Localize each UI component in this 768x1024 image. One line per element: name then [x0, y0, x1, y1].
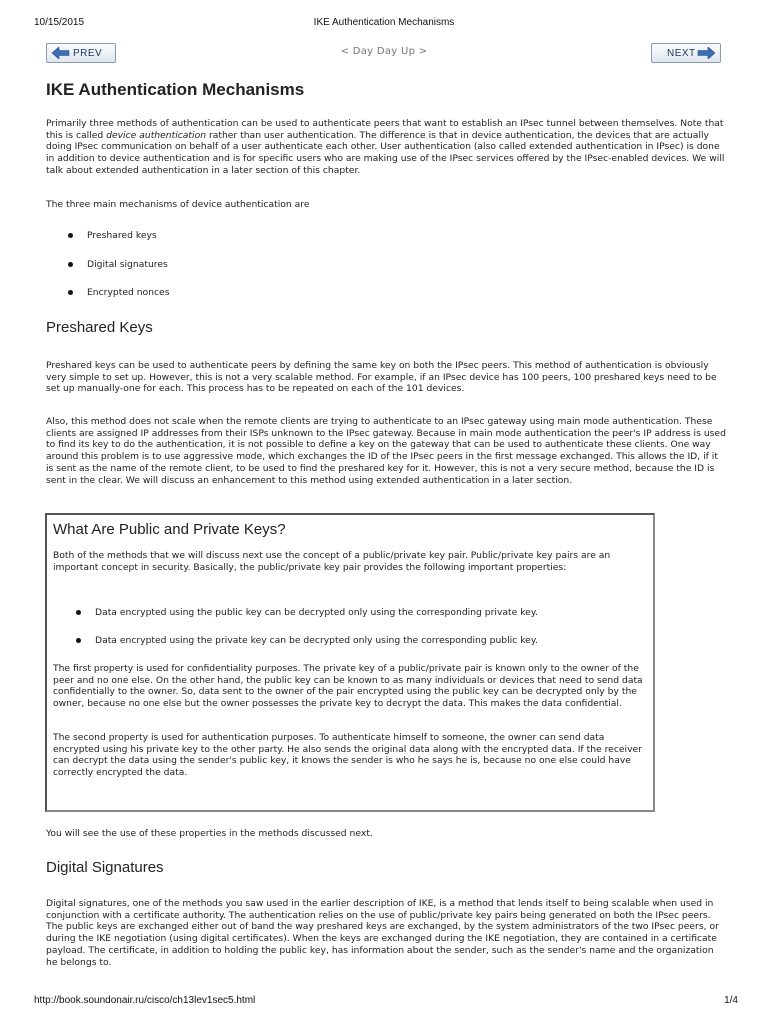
intro-text-start: Primarily three methods of authentication can be used to authenticate peers that want to establish an IPsec tunnel between themselves. Note that this is called — [46, 118, 724, 141]
bullet-icon — [76, 638, 81, 643]
bullet-icon — [68, 262, 73, 267]
digital-paragraph-1: Digital signatures, one of the methods you saw used in the earlier description of IKE, is a method that lends itself to being scalable when used in conjunction with a certificate authority. The authentication relies on the use of public/private key pairs being generated on both the IPsec peers. The public keys are exchanged either out of band the way preshared keys are exchanged, by the system administrators of the two IPsec peers, or during the IKE negotiation (using digital certificates). When the keys are exchanged during the IKE negotiation, they are contained in a certificate payload. The certificate, in addition to holding the public key, has information about the sender, such as the sender's name and the organization he belongs to. — [46, 898, 719, 968]
print-title: IKE Authentication Mechanisms — [313, 17, 455, 28]
list-item-text: Encrypted nonces — [87, 287, 170, 298]
list-item-text: Preshared keys — [87, 230, 157, 241]
next-label: NEXT — [667, 48, 696, 59]
mechanisms-intro: The three main mechanisms of device authentication are — [46, 199, 310, 210]
page-number: 1/4 — [724, 995, 738, 1006]
print-url: http://book.soundonair.ru/cisco/ch13lev1sec5.html — [34, 995, 256, 1006]
prev-label: PREV — [73, 48, 103, 59]
bullet-icon — [68, 233, 73, 238]
preshared-paragraph-1: Preshared keys can be used to authenticate peers by defining the same key on both the IPsec peers. This method of authentication is obviously very simple to set up. However, this is not a very scalable method. For example, if an IPsec device has 100 peers, 100 preshared keys need to be set up manually-one for each. This process has to be repeated on each of the 101 devices. — [46, 360, 717, 395]
list-item-text: Digital signatures — [87, 259, 168, 270]
day-up-link[interactable]: < Day Day Up > — [340, 46, 428, 57]
next-button[interactable] — [651, 43, 721, 63]
after-sidebar-text: You will see the use of these properties in the methods discussed next. — [46, 828, 373, 839]
sidebar-paragraph-3: The second property is used for authentication purposes. To authenticate himself to someone, the owner can send data encrypted using his private key to the other party. He also sends the original data along with the encrypted data. If the receiver can decrypt the data using the sender's public key, it knows the sender is who he says he is, because no one else could have correctly encrypted the data. — [53, 732, 642, 779]
public-private-keys-sidebar — [45, 513, 655, 812]
intro-text-end: rather than user authentication. The difference is that in device authentication, the devices that are actually doing IPsec communication on behalf of a user authenticate each other. User authentication (also called extended authentication in IPsec) is done in addition to device authentication and is for specific users who are making use of the IPsec services offered by the IPsec-enabled devices. We will talk about extended authentication in a later section of this chapter. — [46, 129, 725, 176]
sidebar-paragraph-2: The first property is used for confidentiality purposes. The private key of a public/private pair is known only to the owner of the peer and no one else. On the other hand, the public key can be known to as many individuals or devices that need to send data confidentially to the owner. So, data sent to the owner of the pair encrypted using the public key can be decrypted only by the owner, because no one else but the owner possesses the private key to decrypt the data. This makes the data confidential. — [53, 663, 643, 710]
preshared-heading: Preshared Keys — [46, 319, 153, 336]
page-title: IKE Authentication Mechanisms — [46, 80, 305, 99]
intro-paragraph — [46, 118, 726, 177]
arrow-right-icon — [697, 47, 715, 59]
list-item-text: Data encrypted using the private key can be decrypted only using the corresponding public key. — [95, 635, 538, 646]
digital-signatures-heading: Digital Signatures — [46, 859, 164, 876]
sidebar-heading: What Are Public and Private Keys? — [53, 521, 286, 538]
print-date: 10/15/2015 — [34, 17, 85, 28]
print-header — [0, 17, 768, 31]
bullet-icon — [76, 610, 81, 615]
sidebar-paragraph-1: Both of the methods that we will discuss next use the concept of a public/private key pair. Public/private key pairs are an important concept in security. Basically, the public/private key pair provides the following important properties: — [53, 550, 611, 573]
intro-emphasis: device authentication — [106, 129, 207, 141]
list-item-text: Data encrypted using the public key can be decrypted only using the corresponding private key. — [95, 607, 538, 618]
bullet-icon — [68, 290, 73, 295]
preshared-paragraph-2: Also, this method does not scale when the remote clients are trying to authenticate to an IPsec gateway using main mode authentication. These clients are assigned IP addresses from their ISPs unknown to the IPsec gateway. Because in main mode authentication the peer's IP address is used to find its key to do the authentication, it is not possible to define a key on the gateway that can be used to authenticate these clients. One way around this problem is to use aggressive mode, which exchanges the ID of the IPsec peers in the first message exchanged. This allows the ID, if it is sent as the name of the remote client, to be used to find the preshared key for it. However, this is not a very secure method, because the ID is sent in the clear. We will discuss an enhancement to this method using extended authentication in a later section. — [46, 416, 726, 486]
